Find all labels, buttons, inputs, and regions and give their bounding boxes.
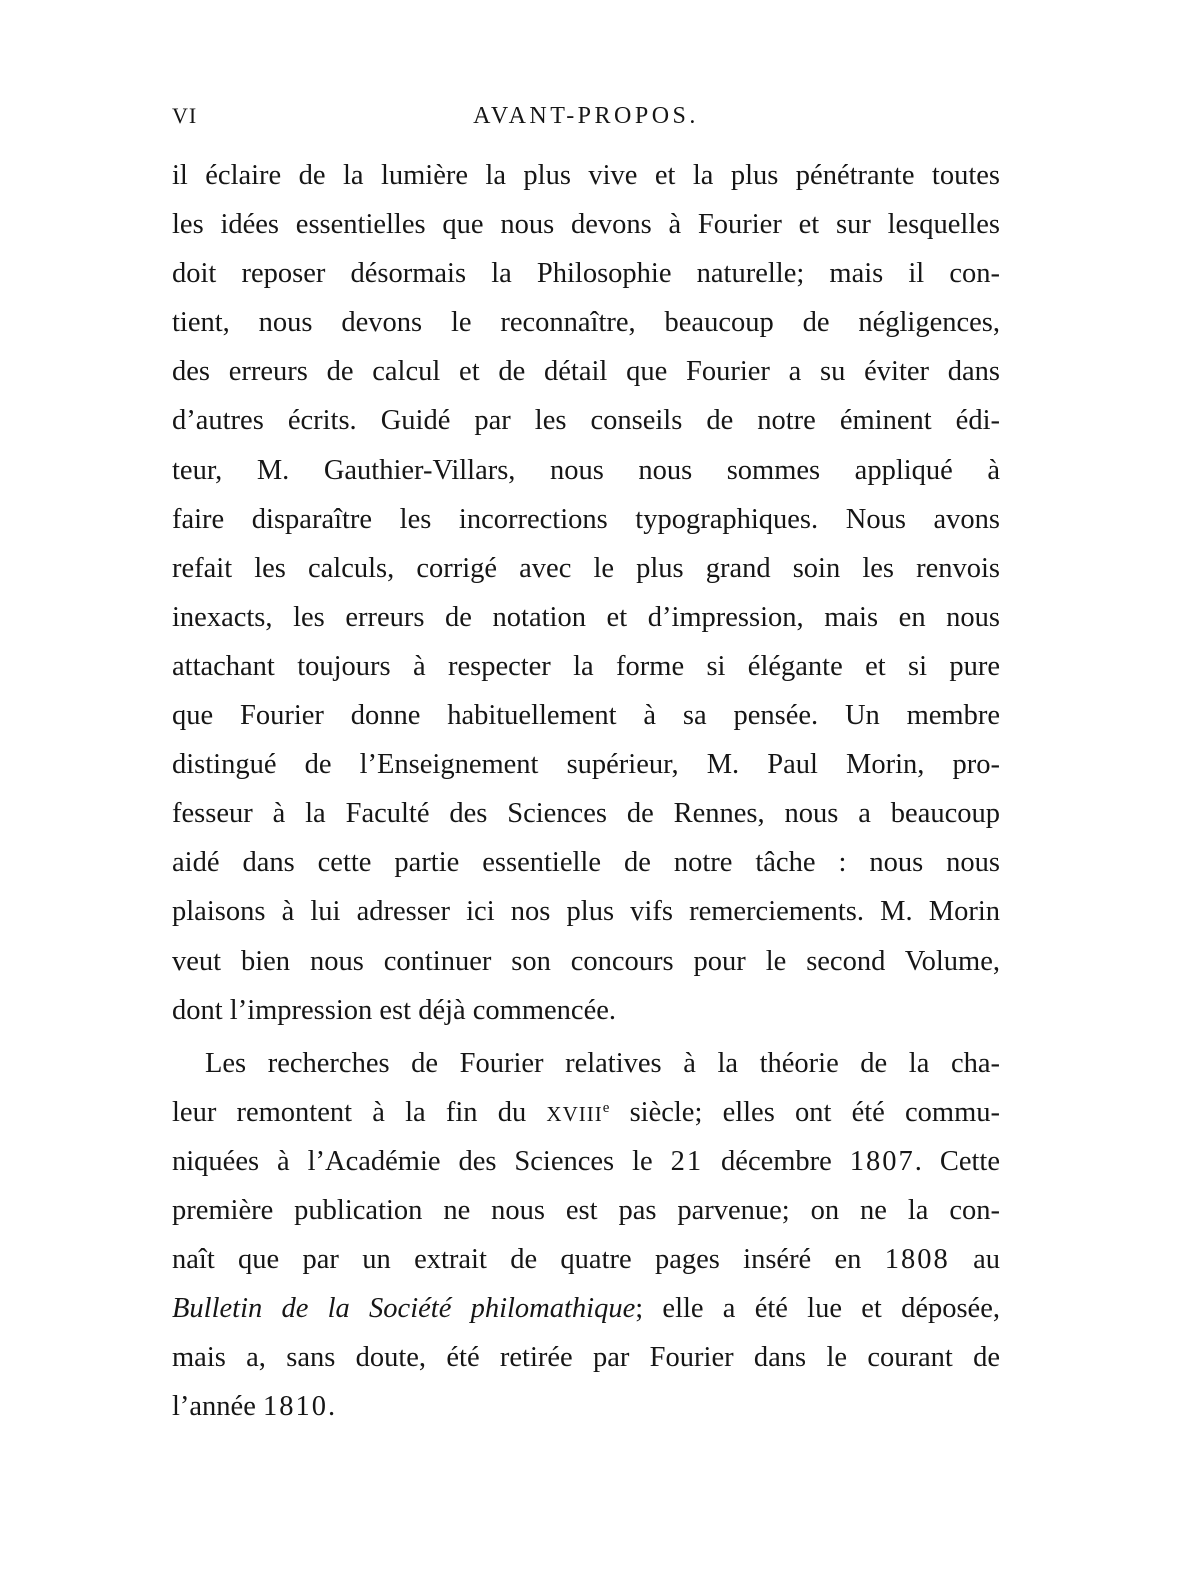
text-line: les idées essentielles que nous devons à Fourier et sur lesquelles <box>172 209 1000 241</box>
text-line: des erreurs de calcul et de détail que Fourier a su éviter dans <box>172 356 1000 388</box>
text-line: naît que par un extrait de quatre pages inséré en 1808 au <box>172 1244 1000 1276</box>
text-line: inexacts, les erreurs de notation et d’impression, mais en nous <box>172 601 1000 633</box>
text-line: première publication ne nous est pas parvenue; on ne la con- <box>172 1194 1000 1226</box>
chapter-title: AVANT-PROPOS. <box>473 103 699 129</box>
text-line: tient, nous devons le reconnaître, beaucoup de négligences, <box>172 307 1000 339</box>
text-line: il éclaire de la lumière la plus vive et la plus pénétrante toutes <box>172 160 1000 191</box>
century-numeral: XVIII <box>546 1101 603 1126</box>
text-line: fesseur à la Faculté des Sciences de Rennes, nous a beaucoup <box>172 798 1000 830</box>
text-line: que Fourier donne habituellement à sa pensée. Un membre <box>172 700 1000 732</box>
paragraph-1 <box>172 151 1000 1035</box>
text-line: leur remontent à la fin du XVIIIe siècle; elles ont été commu- <box>172 1096 1000 1128</box>
text-line: niquées à l’Académie des Sciences le 21 décembre 1807. Cette <box>172 1145 1001 1177</box>
body-text <box>172 151 1000 1431</box>
text-line: distingué de l’Enseignement supérieur, M. Paul Morin, pro- <box>172 749 1000 781</box>
journal-title: Bulletin de la Société philomathique <box>172 1293 636 1325</box>
text-line: faire disparaître les incorrections typographiques. Nous avons <box>172 503 1000 535</box>
date-day: 21 <box>670 1145 704 1177</box>
text-line: mais a, sans doute, été retirée par Fourier dans le courant de <box>172 1342 1000 1374</box>
date-year: 1810 <box>262 1391 328 1423</box>
text-line: plaisons à lui adresser ici nos plus vifs remerciements. M. Morin <box>172 896 1000 928</box>
date-year: 1807 <box>849 1145 915 1177</box>
text-line: veut bien nous continuer son concours pour le second Volume, <box>172 945 1000 977</box>
text-line: refait les calculs, corrigé avec le plus grand soin les renvois <box>172 552 1000 584</box>
text-line: attachant toujours à respecter la forme si élégante et si pure <box>172 650 1000 682</box>
text-line: dont l’impression est déjà commencée. <box>172 994 616 1026</box>
text-line: d’autres écrits. Guidé par les conseils de notre éminent édi- <box>172 405 1000 437</box>
date-year: 1808 <box>884 1244 950 1276</box>
text-line: Les recherches de Fourier relatives à la théorie de la cha- <box>205 1047 1000 1079</box>
text-line: teur, M. Gauthier-Villars, nous nous sommes appliqué à <box>172 454 1000 486</box>
paragraph-2 <box>172 1039 1000 1432</box>
text-line: Bulletin de la Société philomathique; elle a été lue et déposée, <box>172 1293 1000 1325</box>
text-line: aidé dans cette partie essentielle de notre tâche : nous nous <box>172 847 1000 879</box>
text-line: l’année 1810. <box>172 1391 336 1423</box>
text-line: doit reposer désormais la Philosophie naturelle; mais il con- <box>172 258 1000 290</box>
page-number: VI <box>172 103 198 128</box>
running-head <box>172 103 1000 139</box>
